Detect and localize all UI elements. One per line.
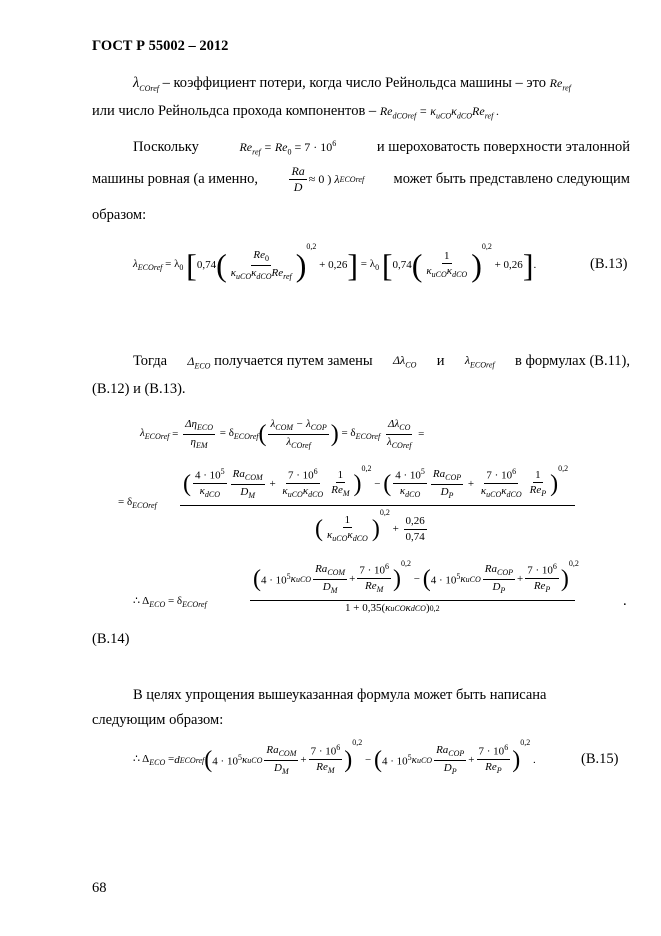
equation-number-b15: (В.15) xyxy=(581,751,619,767)
denominator-constant: 1 + 0,35 xyxy=(345,602,382,614)
paragraph-2-line-2: машины ровная (а именно, $\frac{Ra}{D}$ ≈ 0 ) λ ECOref может быть представлено следующим xyxy=(92,164,630,195)
paragraph-1-line-2: или число Рейнольдса прохода компонентов – $Re_{dCOref} = \kappa_{uCO}\kappa_{dCO}Re_{ref}$ . xyxy=(92,103,500,121)
equation-b14-numerator: ( $\frac{4 \cdot 10^5}{\kappa_{dCO}}$ $\frac{Ra_{COM}}{D_M}$ + $\frac{7 \cdot 10^6}{\kappa_{uCO}\kappa_{dCO}}$ $\frac{1}{Re_M}$ ) $^{0,2}$ − ( $\frac{4 \cdot 10^5}{\kappa_{dCO}}$ $\frac{Ra_{COP}}{D_P}$ + $\frac{7 \cdot 10^6}{\kappa_{uCO}\kappa_{dCO}}$ $\frac{1}{Re_P}$ ) $^{0,2}$ xyxy=(183,464,569,500)
exponent: 0,2 xyxy=(306,242,317,251)
equation-b14-line-3-denominator: 1 + 0,35 ( κ uCO κ dCO ) 0,2 xyxy=(345,602,440,614)
coef-074: 0,74 xyxy=(196,259,217,271)
coef-026: 0,26 xyxy=(328,259,348,271)
paragraph-4-line-1: В целях упрощения вышеуказанная формула может быть написана xyxy=(133,687,547,703)
paragraph-2-start: Поскольку xyxy=(133,139,199,155)
paragraph-3-c: и xyxy=(436,353,445,369)
paragraph-1-line-2-text: или число Рейнольдса прохода компонентов – xyxy=(92,103,380,119)
denominator-exponent: 0,2 xyxy=(429,603,440,613)
document-header: ГОСТ Р 55002 – 2012 xyxy=(92,38,229,54)
equation-b14-denominator: ( $\frac{1}{\kappa_{uCO}\kappa_{dCO}}$ ) 0,2 + $\frac{0,26}{0,74}$ xyxy=(315,508,425,544)
equation-b14-fraction-bar xyxy=(180,505,575,506)
paragraph-3-d: в формулах (В.11), xyxy=(514,353,630,369)
paragraph-2-line-2-end: может быть представлено следующим xyxy=(393,171,630,188)
equation-number-b14: (В.14) xyxy=(92,631,130,647)
paragraph-1-text: – коэффициент потери, когда число Рейнольдса машины – это xyxy=(158,75,550,91)
equation-b14-line-1: $\lambda_{ECOref}$ = $\frac{\Delta\eta_{ECO}}{\eta_{EM}}$ = $\delta_{ECOref}$ ( $\frac{\lambda_{COM} - \lambda_{COP}}{\lambda_{COref}}$ ) = $\delta_{ECOref}$ $\frac{\Delta\lambda_{CO}}{\lambda_{COref}}$ = xyxy=(140,417,425,450)
paragraph-2-line-2-start: машины ровная (а именно, xyxy=(92,171,259,188)
equation-b14-line-3-numerator: ( $4 \cdot 10^5$ κ uCO $\frac{Ra_{COM}}{D_M}$ + $\frac{7 \cdot 10^6}{Re_M}$ ) $^{0,2}$ − ( $4 \cdot 10^5$ κ uCO $\frac{Ra_{COP}}{D_P}$ + $\frac{7 \cdot 10^6}{Re_P}$ ) $^{0,2}$ xyxy=(253,559,579,595)
paragraph-2-line-3: образом: xyxy=(92,207,147,223)
ratio-denominator: 0,74 xyxy=(405,530,425,543)
page-number: 68 xyxy=(92,880,107,896)
paragraph-3-b: получается путем замены xyxy=(214,353,373,369)
paragraph-2-end: и шероховатость поверхности эталонной xyxy=(376,139,630,155)
ratio-numerator: 0,26 xyxy=(404,515,427,529)
paragraph-3-line-1: Тогда $\Delta_{ECO}$ получается путем замены $\Delta\lambda_{CO}$ и $\lambda_{ECOref}$ в формулах (В.11), xyxy=(133,353,630,371)
paragraph-3-a: Тогда xyxy=(133,353,168,369)
equation-number-b13: (В.13) xyxy=(590,256,628,272)
equation-b14-lhs: = $\delta_{ECOref}$ xyxy=(118,496,157,511)
equation-b14-line-3-lhs: ∴ $\Delta_{ECO} = \delta_{ECOref}$ xyxy=(133,595,207,610)
equation-b15: ∴ $\Delta_{ECO}$ = d ECOref ( $4 \cdot 10^5$ κ uCO $\frac{Ra_{COM}}{D_M}$ + $\frac{7 \cdot 10^6}{Re_M}$ ) 0,2 − ( $4 \cdot 10^5$ κ uCO $\frac{Ra_{COP}}{D_P}$ + $\frac{7 \cdot 10^6}{Re_P}$ ) 0,2 . xyxy=(133,738,536,776)
paragraph-3-line-2: (В.12) и (В.13). xyxy=(92,381,186,397)
paragraph-4-line-2: следующим образом: xyxy=(92,712,224,728)
paragraph-2-line-1: Поскольку $Re_{ref} = Re_0 = 7 \cdot 10^6$ и шероховатость поверхности эталонной xyxy=(133,139,630,157)
equation-b14-line-3-bar xyxy=(250,600,575,601)
equation-b14-period: . xyxy=(623,593,627,609)
equation-b13: $\lambda_{ECOref}$ = $\lambda_0$ [ 0,74 ( $\frac{Re_0}{\kappa_{uCO}\kappa_{dCO}Re_{ref}}$ ) $^{0,2}$ + 0,26 ] = $\lambda_0$ [ 0,74 ( $\frac{1}{\kappa_{uCO}\kappa_{dCO}}$ ) $^{0,2}$ + 0,26 ] . xyxy=(133,242,537,283)
paragraph-1-line-1: $\lambda_{COref}$ – коэффициент потери, когда число Рейнольдса машины – это $Re_{ref}$ xyxy=(133,75,571,93)
